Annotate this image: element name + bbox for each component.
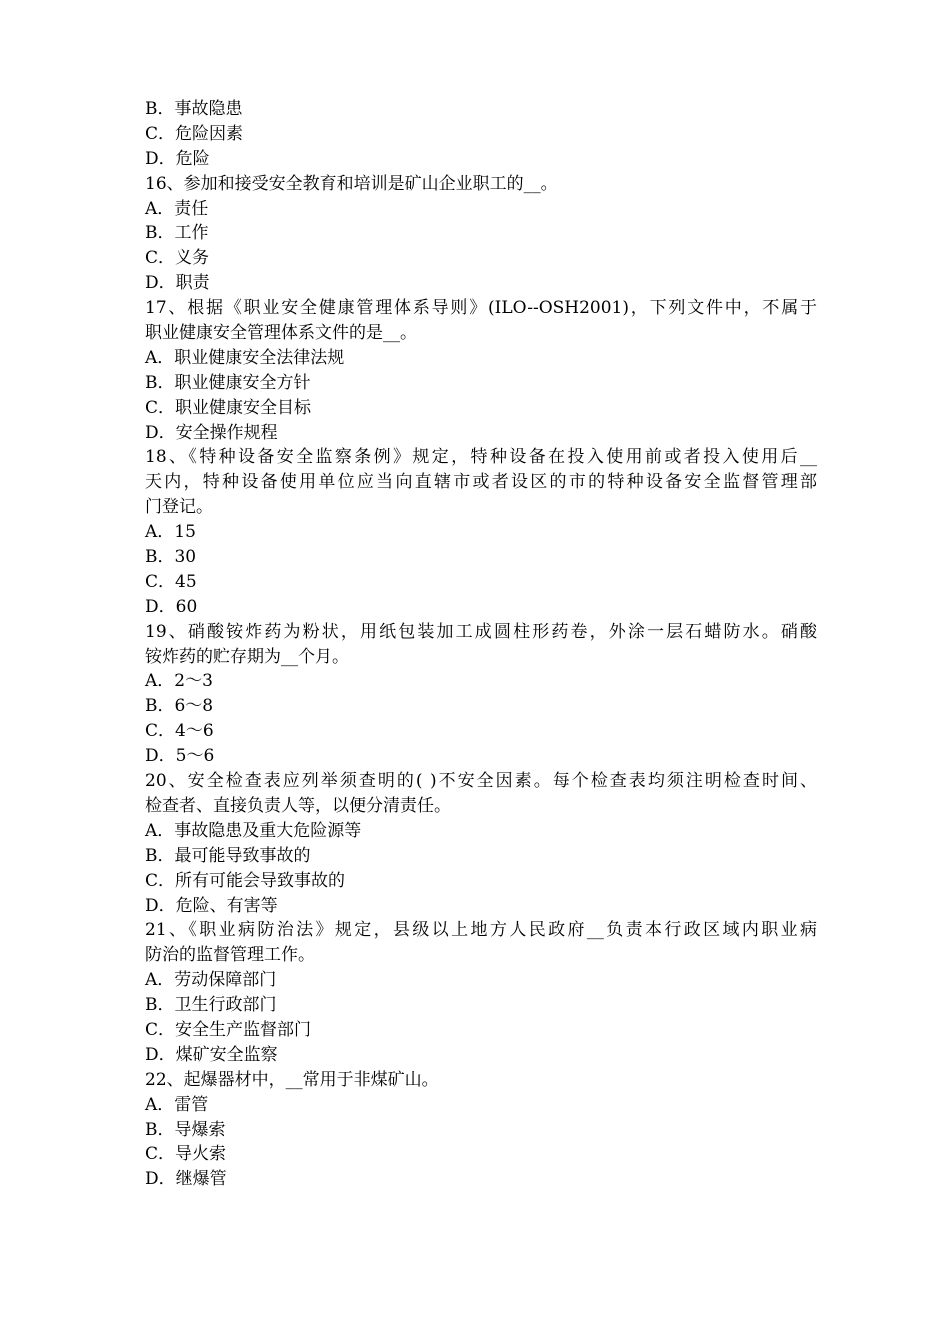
text-line: A．责任	[145, 198, 209, 219]
text-line: D．危险	[145, 148, 210, 169]
text-line: C．职业健康安全目标	[145, 397, 312, 418]
text-line: 天内，特种设备使用单位应当向直辖市或者设区的市的特种设备安全监督管理部	[145, 472, 817, 493]
text-line: C．安全生产监督部门	[145, 1019, 312, 1040]
text-line: D．60	[145, 596, 198, 617]
text-line: C．导火索	[145, 1144, 227, 1165]
text-line: A．雷管	[145, 1094, 209, 1115]
text-line: A．劳动保障部门	[145, 970, 277, 991]
text-line: C．危险因素	[145, 123, 244, 144]
text-line: 铵炸药的贮存期为__个月。	[145, 646, 349, 667]
text-line: D．安全操作规程	[145, 422, 278, 443]
text-line: B．最可能导致事故的	[145, 845, 311, 866]
text-line: A．事故隐患及重大危险源等	[145, 820, 362, 841]
text-line: 21、《职业病防治法》规定，县级以上地方人民政府__负责本行政区域内职业病	[145, 920, 817, 941]
text-line: B．6～8	[145, 696, 214, 717]
text-line: D．职责	[145, 273, 210, 294]
text-line: C．4～6	[145, 721, 214, 742]
text-line: D．煤矿安全监察	[145, 1044, 278, 1065]
text-line: B．卫生行政部门	[145, 995, 277, 1016]
text-line: C．义务	[145, 248, 210, 269]
text-line: 22、起爆器材中，__常用于非煤矿山。	[145, 1069, 439, 1090]
text-line: 防治的监督管理工作。	[145, 945, 315, 966]
text-line: A．2～3	[145, 671, 213, 692]
text-line: 16、参加和接受安全教育和培训是矿山企业职工的__。	[145, 173, 558, 194]
text-line: B．导爆索	[145, 1119, 226, 1140]
text-line: 18、《特种设备安全监察条例》规定，特种设备在投入使用前或者投入使用后__	[145, 447, 817, 468]
text-line: B．事故隐患	[145, 99, 243, 119]
text-line: C．所有可能会导致事故的	[145, 870, 346, 891]
text-line: 17、根据《职业安全健康管理体系导则》(ILO--OSH2001)，下列文件中，不属于	[145, 298, 817, 319]
text-line: D．继爆管	[145, 1169, 227, 1190]
text-line: A．15	[145, 522, 196, 543]
text-line: 19、硝酸铵炸药为粉状，用纸包装加工成圆柱形药卷，外涂一层石蜡防水。硝酸	[145, 621, 817, 642]
text-line: B．30	[145, 547, 197, 568]
text-line: 职业健康安全管理体系文件的是__。	[145, 323, 417, 344]
text-line: 20、安全检查表应列举须查明的( )不安全因素。每个检查表均须注明检查时间、	[145, 771, 817, 792]
text-line: C．45	[145, 571, 197, 592]
text-line: 门登记。	[145, 497, 213, 518]
text-line: D．危险、有害等	[145, 895, 278, 916]
text-line: D．5～6	[145, 746, 215, 767]
text-line: B．工作	[145, 223, 209, 244]
document-page	[145, 97, 817, 1192]
text-line: 检查者、直接负责人等，以便分清责任。	[145, 795, 451, 816]
text-line: B．职业健康安全方针	[145, 372, 311, 393]
text-line: A．职业健康安全法律法规	[145, 347, 345, 368]
